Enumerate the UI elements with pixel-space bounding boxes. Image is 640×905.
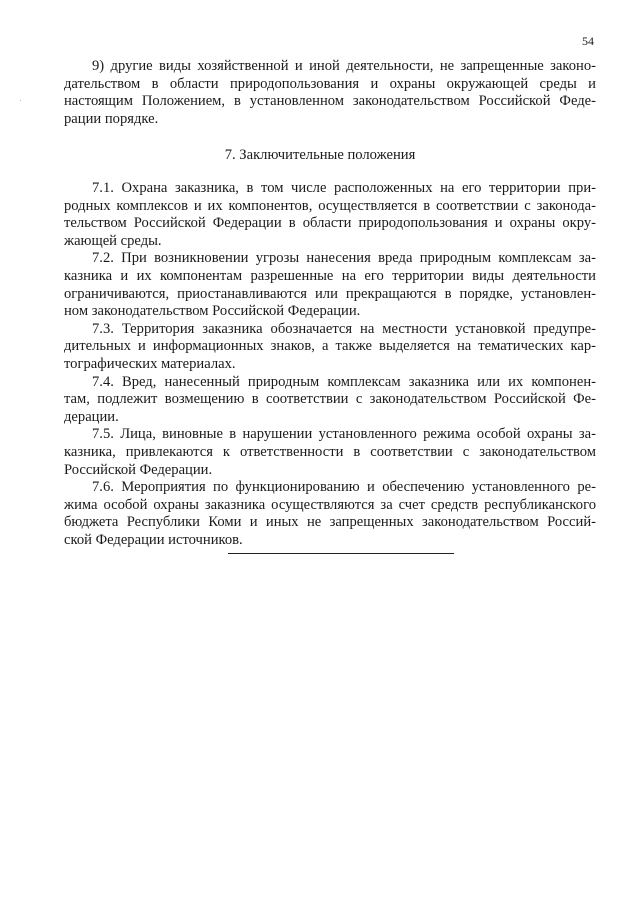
paragraph-line: жающей среды. bbox=[64, 232, 162, 249]
paragraph-line: дительных и информационных знаков, а также выделяется на тематических кар- bbox=[64, 338, 596, 355]
section-body bbox=[64, 180, 596, 549]
paragraph-7-4 bbox=[64, 374, 596, 427]
paragraph-7-2 bbox=[64, 250, 596, 320]
paragraph-7-1 bbox=[64, 180, 596, 250]
page-number: 54 bbox=[582, 34, 594, 48]
paragraph-line: тографических материалах. bbox=[64, 355, 236, 372]
paragraph-line: жима особой охраны заказника осуществляются за счет средств республиканского bbox=[64, 496, 596, 513]
intro-line: рации порядке. bbox=[64, 110, 159, 127]
paragraph-line: казника и их компонентам разрешенные на его территории виды деятельности bbox=[64, 267, 596, 284]
paragraph-line: 7.4. Вред, нанесенный природным комплексам заказника или их компонен- bbox=[92, 373, 596, 390]
paragraph-line: дерации. bbox=[64, 408, 119, 425]
scan-speck bbox=[20, 100, 21, 101]
paragraph-line: родных комплексов и их компонентов, осуществляется в соответствии с законода- bbox=[64, 197, 596, 214]
paragraph-line: Российской Федерации. bbox=[64, 461, 213, 478]
paragraph-line: бюджета Республики Коми и иных не запрещенных законодательством Россий- bbox=[64, 514, 596, 531]
section-heading: 7. Заключительные положения bbox=[224, 147, 416, 163]
paragraph-line: там, подлежит возмещению в соответствии с законодательством Российской Фе- bbox=[64, 391, 596, 408]
end-of-document-rule bbox=[228, 553, 454, 554]
intro-paragraph bbox=[64, 58, 596, 128]
paragraph-line: 7.2. При возникновении угрозы нанесения вреда природным комплексам за- bbox=[92, 250, 596, 267]
intro-line: 9) другие виды хозяйственной и иной деятельности, не запрещенные законо- bbox=[92, 58, 596, 74]
paragraph-line: ограничиваются, приостанавливаются или прекращаются в порядке, установлен- bbox=[64, 285, 596, 302]
paragraph-7-6 bbox=[64, 479, 596, 549]
paragraph-line: ном законодательством Российской Федерации. bbox=[64, 303, 361, 320]
intro-line: дательством в области природопользования и охраны окружающей среды и bbox=[64, 75, 596, 92]
paragraph-line: 7.1. Охрана заказника, в том числе расположенных на его территории при- bbox=[92, 180, 596, 196]
paragraph-line: 7.6. Мероприятия по функционированию и обеспечению установленного ре- bbox=[92, 479, 596, 496]
paragraph-7-3 bbox=[64, 321, 596, 374]
paragraph-7-5 bbox=[64, 426, 596, 479]
intro-line: настоящим Положением, в установленном законодательством Российской Феде- bbox=[64, 93, 596, 110]
paragraph-line: тельством Российской Федерации в области природопользования и охраны окру- bbox=[64, 215, 596, 232]
paragraph-line: 7.5. Лица, виновные в нарушении установленного режима особой охраны за- bbox=[92, 426, 596, 443]
paragraph-line: казника, привлекаются к ответственности в соответствии с законодательством bbox=[64, 443, 596, 460]
paragraph-line: 7.3. Территория заказника обозначается на местности установкой предупре- bbox=[92, 320, 596, 337]
paragraph-line: ской Федерации источников. bbox=[64, 531, 243, 548]
